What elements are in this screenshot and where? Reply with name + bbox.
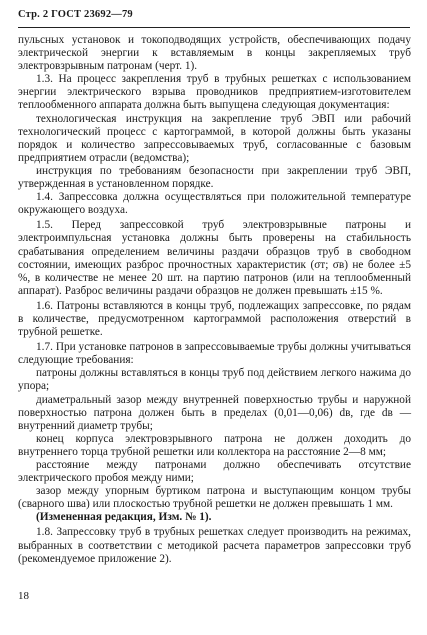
paragraph-1-7-item-3: конец корпуса электровзрывного патрона не должен доходить до внутреннего торца трубной решетки или коллектора на расстояние 2—8 мм; [18,432,411,458]
paragraph-continuation: пульсных установок и токоподводящих устройств, обеспечивающих подачу электрической энергии к вставляемым в концы закрепляемых труб электровзрывным патронам (черт. 1). [18,34,411,73]
paragraph-1-7-item-5: зазор между упорным буртиком патрона и выступающим концом трубы (сварного шва) или плоскостью трубной решетки не должен превышать 1 мм. [18,485,411,511]
paragraph-1-4: 1.4. Запрессовка должна осуществляться при положительной температуре окружающего воздуха. [18,191,411,217]
paragraph-1-3: 1.3. На процесс закрепления труб в трубных решетках с использованием энергии электрического взрыва проводников предприятием-изготовителем теплообменного аппарата должна быть выпущена следующая документация: [18,73,411,112]
paragraph-1-5: 1.5. Перед запрессовкой труб электровзрывные патроны и электроимпульсная установка должны быть проверены на стабильность срабатывания определением величины раздачи образцов труб в свободном состоянии, имеющих разброс прочностных характеристик (σт; σв) не более ±5 %, в количестве не менее 20 шт. на партию патронов (или на теплообменный аппарат). Разброс величины раздачи образцов не должен превышать ±15 %. [18,219,411,297]
paragraph-1-6: 1.6. Патроны вставляются в концы труб, подлежащих запрессовке, по рядам в количестве, предусмотренном картограммой расположения отверстий в трубной решетке. [18,299,411,339]
amendment-note: (Измененная редакция, Изм. № 1). [36,511,212,524]
paragraph-1-7: 1.7. При установке патронов в запрессовываемые трубы должны учитываться следующие требования: [18,341,411,367]
paragraph-1-7-item-4: расстояние между патронами должно обеспечивать отсутствие электрического пробоя между ними; [18,459,411,485]
page-header: Стр. 2 ГОСТ 23692—79 [18,9,133,20]
paragraph-1-3-item-1: технологическая инструкция на закрепление труб ЭВП или рабочий технологический процесс с картограммой, в которой должны быть указаны порядок и количество запрессовываемых труб, согласованные с базовым предприятием отрасли (ведомства); [18,112,411,164]
header-rule [18,27,410,28]
body-text [18,34,411,566]
paragraph-1-8: 1.8. Запрессовку труб в трубных решетках следует производить на режимах, выбранных в соответствии с методикой расчета параметров запрессовки труб (рекомендуемое приложение 2). [18,526,411,565]
page-number: 18 [18,590,29,602]
paragraph-1-7-item-2: диаметральный зазор между внутренней поверхностью трубы и наружной поверхностью патрона должен быть в пределах (0,01—0,06) dв, где dв — внутренний диаметр трубы; [18,393,411,432]
paragraph-1-3-item-2: инструкция по требованиям безопасности при закреплении труб ЭВП, утвержденная в установленном порядке. [18,164,411,191]
paragraph-1-7-item-1: патроны должны вставляться в концы труб под действием легкого нажима до упора; [18,367,411,393]
